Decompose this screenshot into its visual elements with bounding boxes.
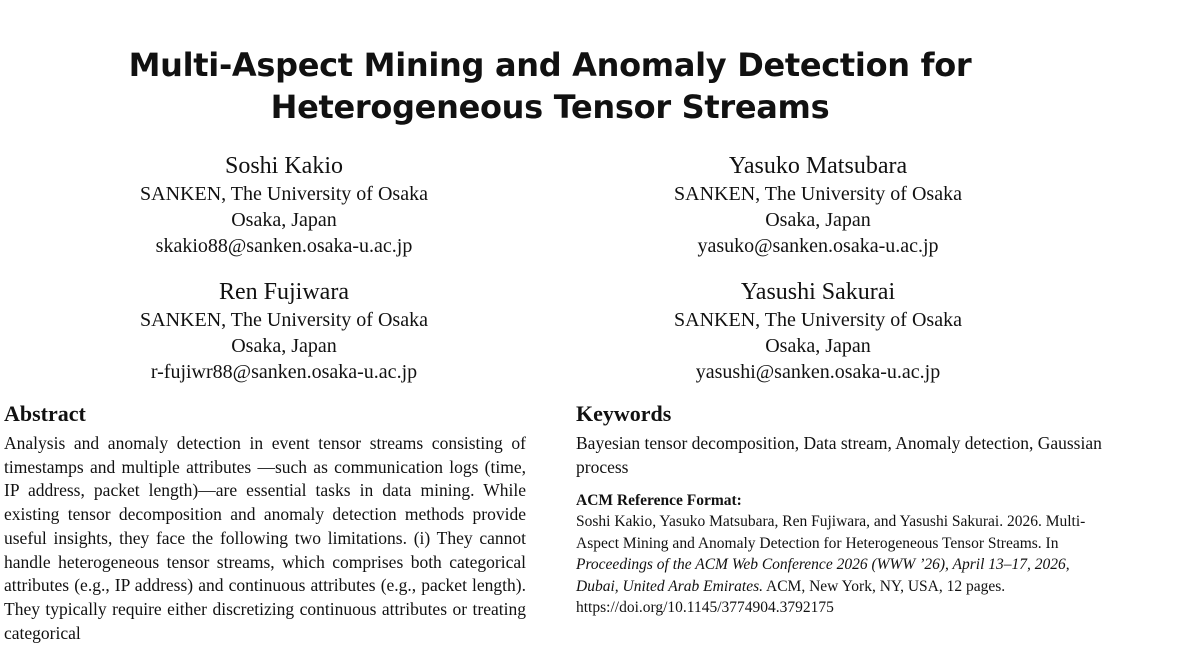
author-location: Osaka, Japan xyxy=(765,209,871,231)
author-affiliation: SANKEN, The University of Osaka xyxy=(674,309,962,331)
author-email[interactable]: r-fujiwr88@sanken.osaka-u.ac.jp xyxy=(150,361,418,383)
author-location: Osaka, Japan xyxy=(231,209,337,231)
author-affiliation: SANKEN, The University of Osaka xyxy=(674,183,962,205)
acm-reference-publisher: ACM, New York, NY, USA, 12 pages. https://doi.org/10.1145/3774904.3792175 xyxy=(576,577,1006,617)
author-email[interactable]: skakio88@sanken.osaka-u.ac.jp xyxy=(155,235,413,257)
author-affiliation: SANKEN, The University of Osaka xyxy=(140,183,428,205)
keywords-and-reference-section xyxy=(576,400,1106,619)
author-name: Yasuko Matsubara xyxy=(728,153,908,179)
author-block xyxy=(54,277,514,385)
author-name: Ren Fujiwara xyxy=(219,279,349,305)
author-email[interactable]: yasushi@sanken.osaka-u.ac.jp xyxy=(695,361,941,383)
paper-title-line1: Multi-Aspect Mining and Anomaly Detection for xyxy=(128,46,972,84)
author-block xyxy=(588,277,1048,385)
author-block xyxy=(54,151,514,259)
author-block xyxy=(588,151,1048,259)
abstract-heading: Abstract xyxy=(4,401,86,426)
abstract-text: Analysis and anomaly detection in event tensor streams consisting of timestamps and multiple attributes —such as communication logs (time, IP address, packet length)—are essential tasks in data mining. While existing tensor decomposition and anomaly detection methods provide useful insights, they face the following two limitations. (i) They cannot handle heterogeneous tensor streams, which comprises both categorical attributes (e.g., IP address) and continuous attributes (e.g., packet length). They typically require either discretizing continuous attributes or treating categorical xyxy=(4,433,526,643)
author-affiliation: SANKEN, The University of Osaka xyxy=(140,309,428,331)
author-location: Osaka, Japan xyxy=(231,335,337,357)
author-name: Yasushi Sakurai xyxy=(740,279,896,305)
abstract-section xyxy=(4,400,526,645)
author-location: Osaka, Japan xyxy=(765,335,871,357)
author-name: Soshi Kakio xyxy=(224,153,343,179)
keywords-text: Bayesian tensor decomposition, Data stream, Anomaly detection, Gaussian process xyxy=(576,433,1102,477)
acm-reference-citation: Soshi Kakio, Yasuko Matsubara, Ren Fujiwara, and Yasushi Sakurai. 2026. Multi-Aspect Mining and Anomaly Detection for Heterogeneous Tensor Streams. In xyxy=(576,513,1086,552)
paper-title-line2: Heterogeneous Tensor Streams xyxy=(270,88,830,126)
author-email[interactable]: yasuko@sanken.osaka-u.ac.jp xyxy=(697,235,939,257)
acm-reference-text xyxy=(576,511,1106,619)
keywords-heading: Keywords xyxy=(576,401,672,426)
acm-reference-heading: ACM Reference Format: xyxy=(576,492,742,510)
paper-title xyxy=(0,44,1100,128)
acm-reference-venue: Proceedings of the ACM Web Conference 2026 (WWW ’26), April 13–17, 2026, Dubai, United Arab Emirates. xyxy=(576,556,1070,595)
